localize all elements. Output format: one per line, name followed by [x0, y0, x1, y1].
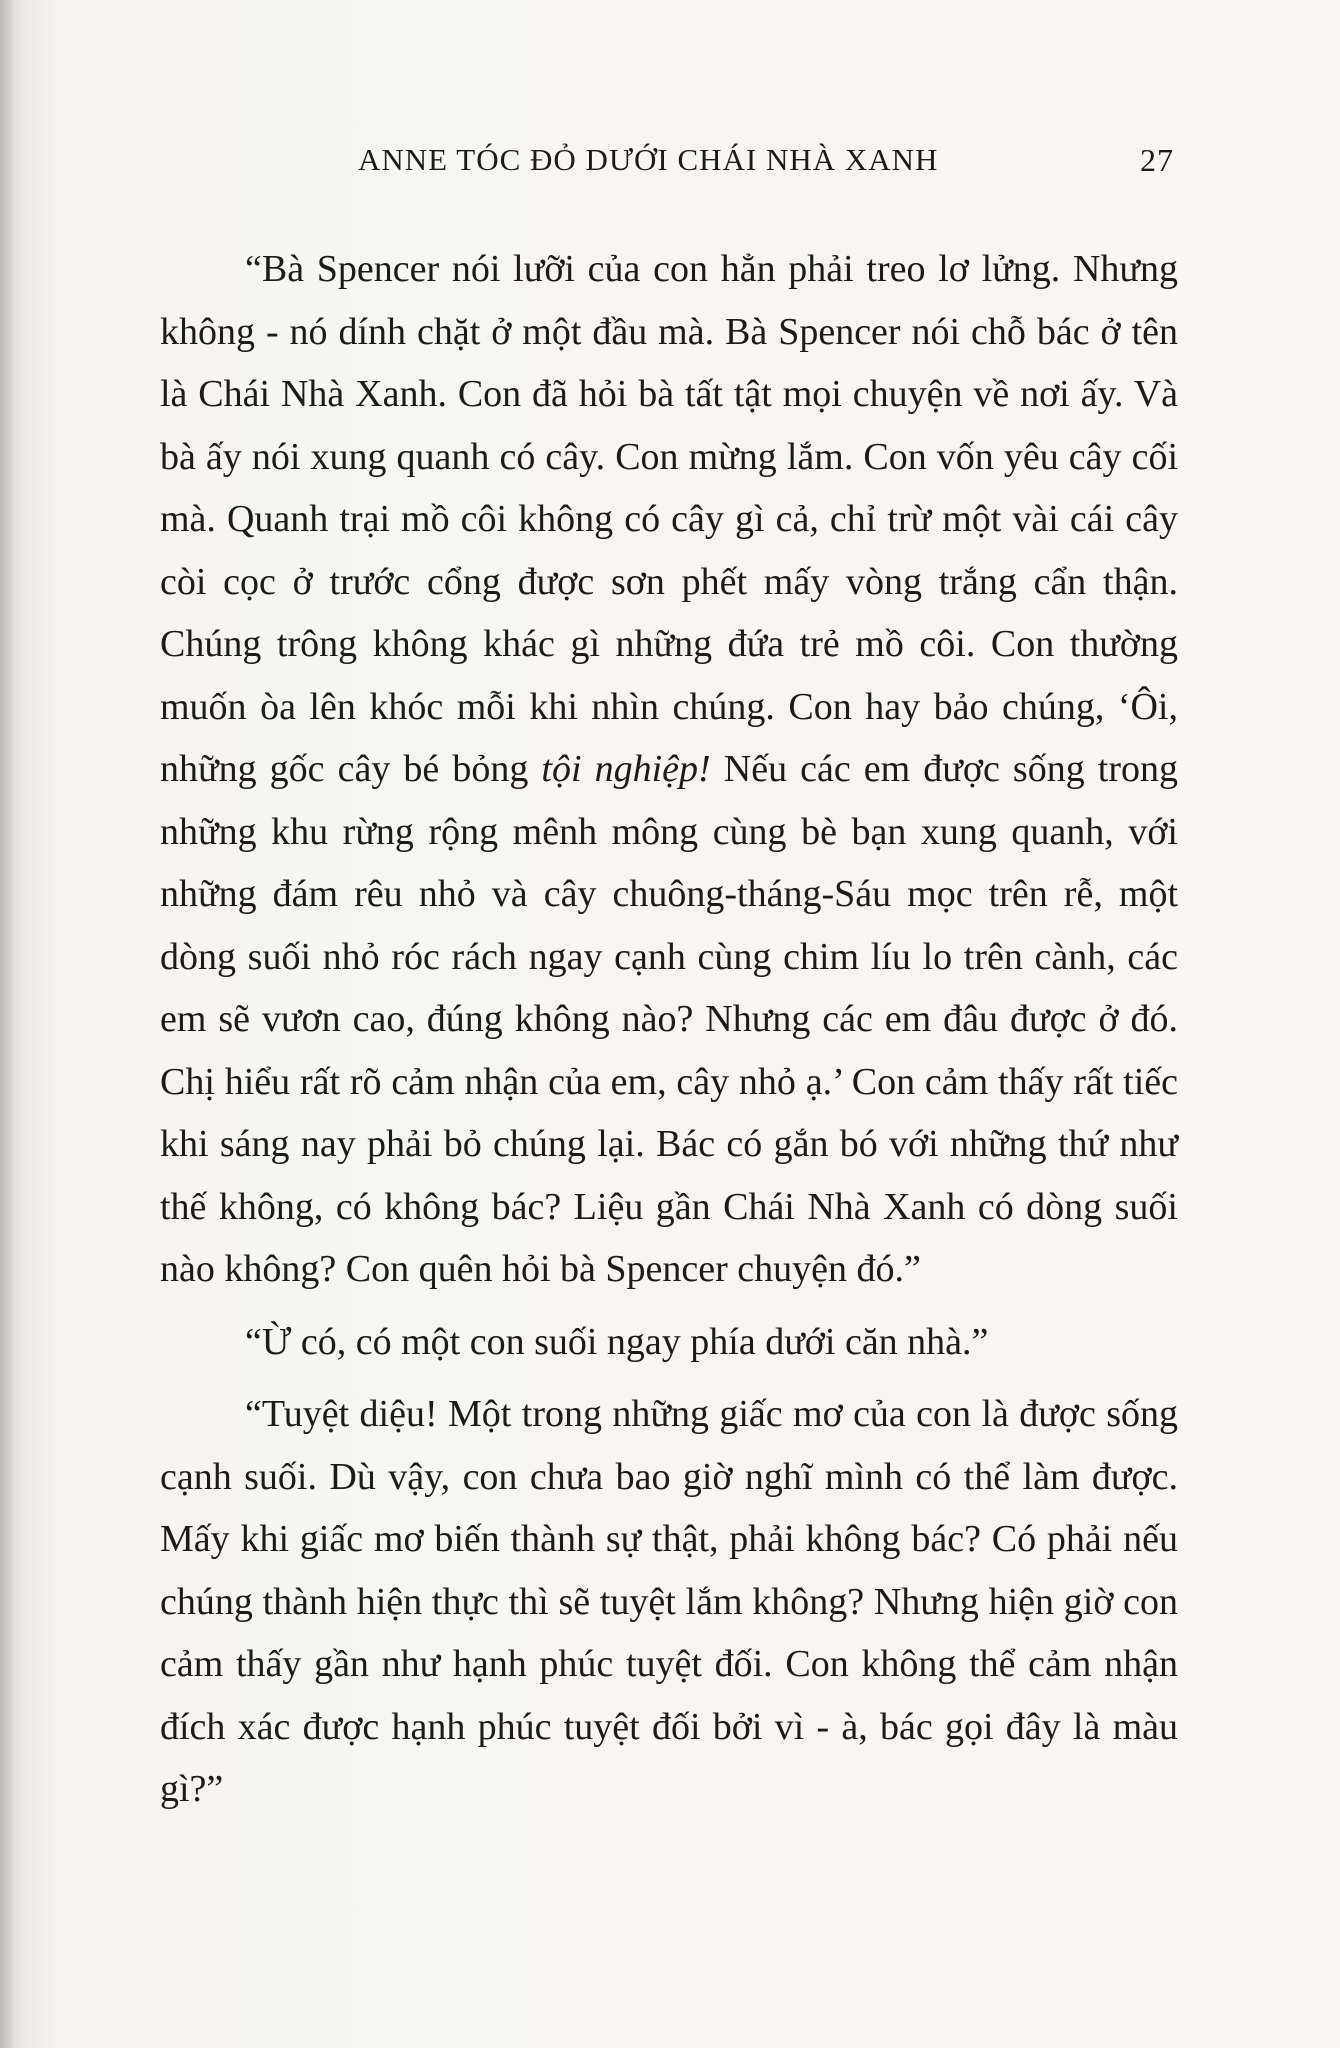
- paragraph-2: “Ừ có, có một con suối ngay phía dưới căn nhà.”: [245, 1320, 989, 1363]
- page-spine-shadow: [0, 0, 14, 2048]
- running-header: [358, 135, 1174, 185]
- running-title: ANNE TÓC ĐỎ DƯỚI CHÁI NHÀ XANH: [358, 142, 939, 177]
- page-number: 27: [1140, 142, 1174, 178]
- paragraph-1-text-after: Nếu các em được sống trong những khu rừng rộng mênh mông cùng bè bạn xung quanh, với những đám rêu nhỏ và cây chuông-tháng-Sáu mọc trên rễ, một dòng suối nhỏ róc rách ngay cạnh cùng chim líu lo trên cành, các em sẽ vươn cao, đúng không nào? Nhưng các em đâu được ở đó. Chị hiểu rất rõ cảm nhận của em, cây nhỏ ạ.’ Con cảm thấy rất tiếc khi sáng nay phải bỏ chúng lại. Bác có gắn bó với những thứ như thế không, có không bác? Liệu gần Chái Nhà Xanh có dòng suối nào không? Con quên hỏi bà Spencer chuyện đó.”: [160, 748, 1178, 1290]
- paragraph-1-text-before: “Bà Spencer nói lưỡi của con hẳn phải treo lơ lửng. Nhưng không - nó dính chặt ở một đầu mà. Bà Spencer nói chỗ bác ở tên là Chái Nhà Xanh. Con đã hỏi bà tất tật mọi chuyện về nơi ấy. Và bà ấy nói xung quanh có cây. Con mừng lắm. Con vốn yêu cây cối mà. Quanh trại mồ côi không có cây gì cả, chỉ trừ một vài cái cây còi cọc ở trước cổng được sơn phết mấy vòng trắng cẩn thận. Chúng trông không khác gì những đứa trẻ mồ côi. Con thường muốn òa lên khóc mỗi khi nhìn chúng. Con hay bảo chúng, ‘Ôi, những gốc cây bé bỏng: [160, 248, 1178, 790]
- paragraph-3: “Tuyệt diệu! Một trong những giấc mơ của con là được sống cạnh suối. Dù vậy, con chưa bao giờ nghĩ mình có thể làm được. Mấy khi giấc mơ biến thành sự thật, phải không bác? Có phải nếu chúng thành hiện thực thì sẽ tuyệt lắm không? Nhưng hiện giờ con cảm thấy gần như hạnh phúc tuyệt đối. Con không thể cảm nhận đích xác được hạnh phúc tuyệt đối bởi vì - à, bác gọi đây là màu gì?”: [160, 1393, 1178, 1810]
- paragraph-1: [160, 238, 1178, 1301]
- paragraph-1-emphasis: tội nghiệp!: [541, 748, 711, 790]
- body-text: [160, 238, 1178, 1821]
